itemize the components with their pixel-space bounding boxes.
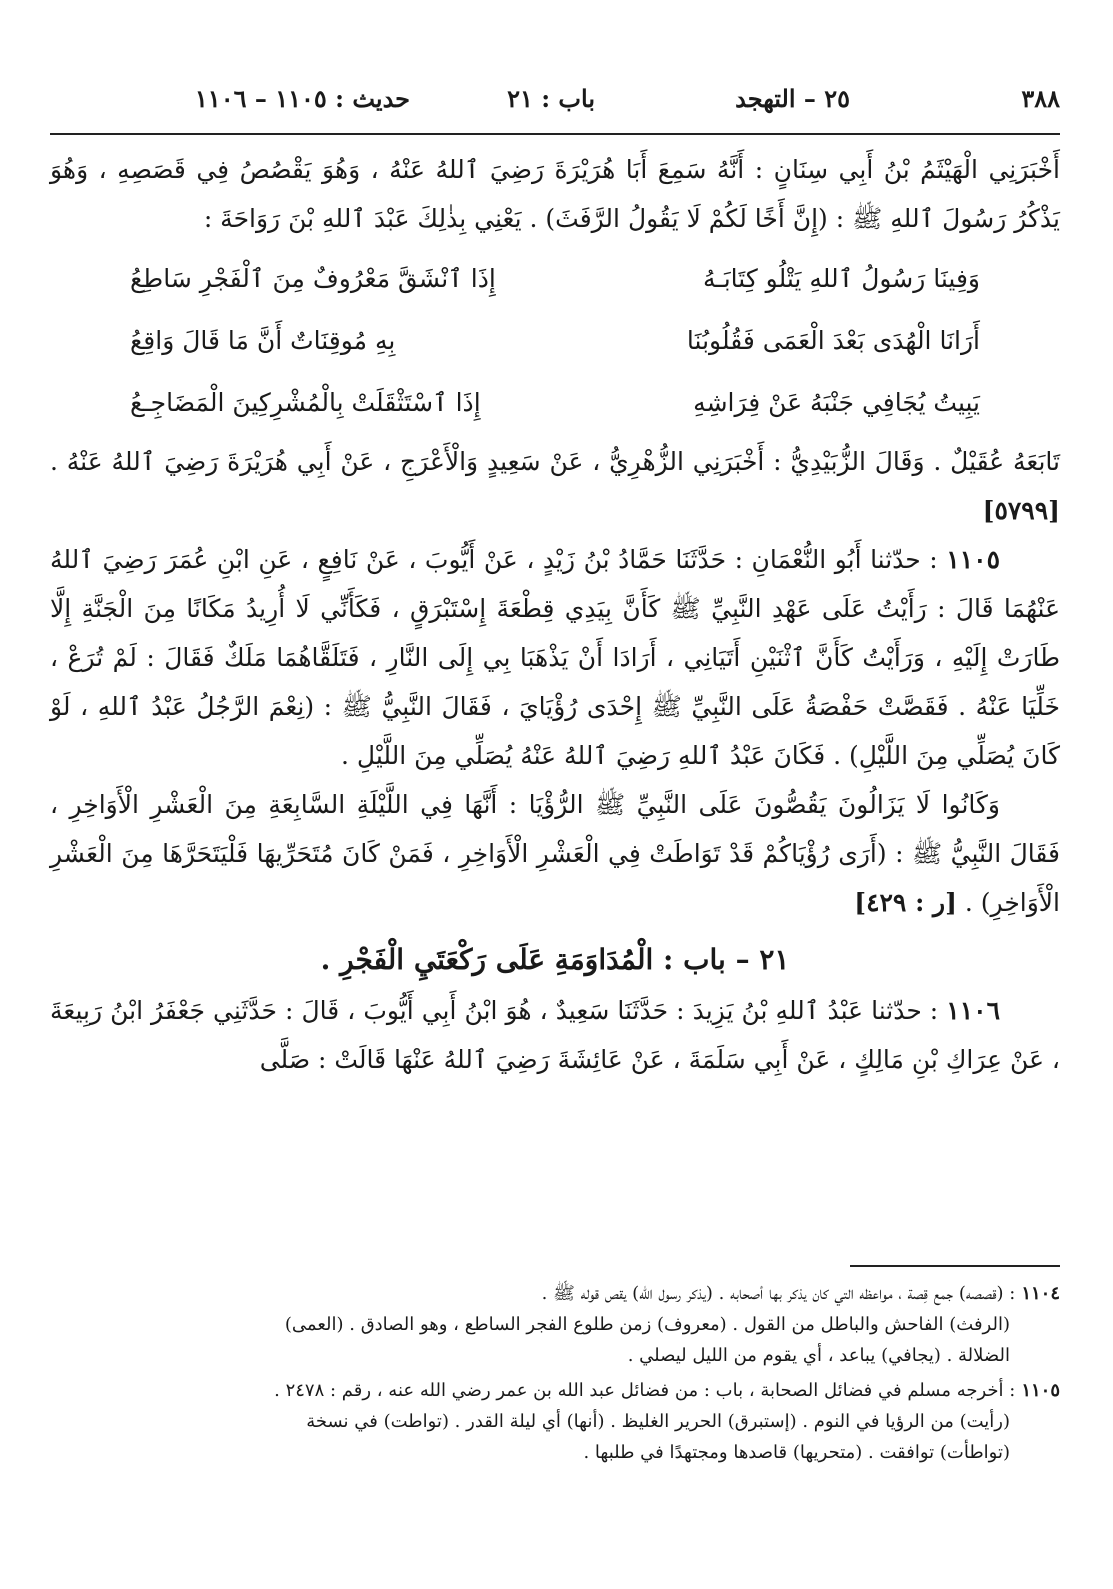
poem-verse xyxy=(130,247,980,309)
chapter-heading: ٢١ – باب : الْمُدَاوَمَةِ عَلَى رَكْعَتَيِ الْفَجْرِ . xyxy=(320,943,790,976)
header-divider xyxy=(50,133,1060,135)
running-header xyxy=(50,78,1060,122)
footnote-line: الضلالة . (يجافي) يباعد ، أي يقوم من الليل ليصلي . xyxy=(627,1345,1010,1366)
tabaahu-paragraph xyxy=(50,437,1060,535)
hadith-number: ١١٠٥ xyxy=(946,545,1000,574)
footnote-line: (رأيت) من الرؤيا في النوم . (إستبرق) الحرير الغليظ . (أنها) أي ليلة القدر . (تواطت) في نسخة xyxy=(306,1411,1010,1432)
verse-first-hemistich: وَفِينَا رَسُولُ ٱللهِ يَتْلُو كِتَابَـهُ xyxy=(702,263,980,293)
footnote-divider xyxy=(850,1265,1060,1267)
verse-first-hemistich: أَرَانَا الْهُدَى بَعْدَ الْعَمَى فَقُلُوبُنَا xyxy=(686,325,980,355)
main-text xyxy=(50,145,1060,1084)
footnote xyxy=(50,1375,1060,1468)
intro-paragraph: أَخْبَرَنِي الْهَيْثَمُ بْنُ أَبِي سِنَانٍ : أَنَّهُ سَمِعَ أَبَا هُرَيْرَةَ رَضِيَ ٱللهُ عَنْهُ ، وَهُوَ يَقْصُصُ فِي قَصَصِهِ ، وَهُوَ يَذْكُرُ رَسُولَ ٱللهِ ﷺ : (إِنَّ أَخًا لَكُمْ لَا يَقُولُ الرَّفَثَ) . يَعْنِي بِذٰلِكَ عَبْدَ ٱللهِ بْنَ رَوَاحَةَ : xyxy=(50,155,1060,233)
hadith-1106 xyxy=(50,986,1060,1084)
footnote-line xyxy=(50,1278,1060,1309)
tabaahu-text: تَابَعَهُ عُقَيْلٌ . وَقَالَ الزُّبَيْدِيُّ : أَخْبَرَنِي الزُّهْرِيُّ ، عَنْ سَعِيدٍ وَالْأَعْرَجِ ، عَنْ أَبِي هُرَيْرَةَ رَضِيَ ٱللهُ عَنْهُ . xyxy=(50,447,1060,476)
hadith-text: : حدّثنا أَبُو النُّعْمَانِ : حَدَّثَنَا حَمَّادُ بْنُ زَيْدٍ ، عَنْ أَيُّوبَ ، عَنْ نَافِعٍ ، عَنِ ابْنِ عُمَرَ رَضِيَ ٱللهُ عَنْهُمَا قَالَ : رَأَيْتُ عَلَى عَهْدِ النَّبِيِّ ﷺ كَأَنَّ بِيَدِي قِطْعَةَ إِسْتَبْرَقٍ ، فَكَأَنِّي لَا أُرِيدُ مَكَانًا مِنَ الْجَنَّةِ إِلَّا طَارَتْ إِلَيْهِ ، وَرَأَيْتُ كَأَنَّ ٱثْنَيْنِ أَتَيَانِي ، أَرَادَا أَنْ يَذْهَبَا بِي إِلَى النَّارِ ، فَتَلَقَّاهُمَا مَلَكٌ فَقَالَ : لَمْ تُرَعْ ، خَلِّيَا عَنْهُ . فَقَصَّتْ حَفْصَةُ عَلَى النَّبِيِّ ﷺ إِحْدَى رُؤْيَايَ ، فَقَالَ النَّبِيُّ ﷺ : (نِعْمَ الرَّجُلُ عَبْدُ ٱللهِ ، لَوْ كَانَ يُصَلِّي مِنَ اللَّيْلِ) . فَكَانَ عَبْدُ ٱللهِ رَضِيَ ٱللهُ عَنْهُ يُصَلِّي مِنَ اللَّيْلِ . xyxy=(50,545,1060,770)
poem-verse xyxy=(130,309,980,371)
footnote-number: ١١٠٤ xyxy=(1021,1283,1060,1304)
hadith-1105 xyxy=(50,535,1060,780)
page-number: ٣٨٨ xyxy=(1021,84,1060,113)
cross-reference: [٥٧٩٩] xyxy=(982,496,1060,525)
hadith-number: ١١٠٦ xyxy=(946,996,1000,1025)
verse-second-hemistich: بِهِ مُوقِنَاتٌ أَنَّ مَا قَالَ وَاقِعُ xyxy=(130,325,396,355)
cross-reference: [ر : ٤٢٩] xyxy=(854,888,957,917)
hadith-text: : حدّثنا عَبْدُ ٱللهِ بْنُ يَزِيدَ : حَدَّثَنَا سَعِيدٌ ، هُوَ ابْنُ أَبِي أَيُّوبَ ، قَالَ : حَدَّثَنِي جَعْفَرُ ابْنُ رَبِيعَةَ ، عَنْ عِرَاكِ بْنِ مَالِكٍ ، عَنْ أَبِي سَلَمَةَ ، عَنْ عَائِشَةَ رَضِيَ ٱللهُ عَنْهَا قَالَتْ : صَلَّى xyxy=(50,996,1060,1074)
footnote-text: : (قصصه) جمع قِصة ، مواعظه التي كان يذكر بها أصحابه . (يذكر رسول الله) يقص قوله ﷺ . xyxy=(541,1283,1016,1304)
footnote-line: (الرفث) الفاحش والباطل من القول . (معروف) زمن طلوع الفجر الساطع ، وهو الصادق . (العمى) xyxy=(284,1314,1010,1335)
chapter-name: ٢٥ – التهجد xyxy=(735,84,850,113)
bab-number: باب : ٢١ xyxy=(507,84,595,113)
footnote-line xyxy=(50,1375,1060,1406)
footnote-number: ١١٠٥ xyxy=(1021,1380,1060,1401)
footnotes xyxy=(50,1278,1060,1472)
poem-verse xyxy=(130,371,980,433)
footnote-text: : أخرجه مسلم في فضائل الصحابة ، باب : من فضائل عبد الله بن عمر رضي الله عنه ، رقم : ٢٤٧٨ . xyxy=(274,1380,1016,1401)
verse-second-hemistich: إِذَا ٱنْشَقَّ مَعْرُوفٌ مِنَ ٱلْفَجْرِ سَاطِعُ xyxy=(130,263,496,293)
footnote xyxy=(50,1278,1060,1371)
verse-first-hemistich: يَبِيتُ يُجَافِي جَنْبَهُ عَنْ فِرَاشِهِ xyxy=(693,387,980,417)
verse-second-hemistich: إِذَا ٱسْتَثْقَلَتْ بِالْمُشْرِكِينَ الْمَضَاجِـعُ xyxy=(130,387,481,417)
hadith-text: وَكَانُوا لَا يَزَالُونَ يَقُصُّونَ عَلَى النَّبِيِّ ﷺ الرُّؤْيَا : أَنَّهَا فِي اللَّيْلَةِ السَّابِعَةِ مِنَ الْعَشْرِ الْأَوَاخِرِ ، فَقَالَ النَّبِيُّ ﷺ : (أَرَى رُؤْيَاكُمْ قَدْ تَوَاطَتْ فِي الْعَشْرِ الْأَوَاخِرِ ، فَمَنْ كَانَ مُتَحَرِّيهَا فَلْيَتَحَرَّهَا مِنَ الْعَشْرِ الْأَوَاخِرِ) . xyxy=(50,790,1060,917)
poem xyxy=(50,247,1060,433)
hadith-1105-continuation xyxy=(50,780,1060,927)
footnote-line: (تواطأت) توافقت . (متحريها) قاصدها ومجتهدًا في طلبها . xyxy=(583,1442,1010,1463)
hadith-range: حديث : ١١٠٥ – ١١٠٦ xyxy=(194,84,410,113)
